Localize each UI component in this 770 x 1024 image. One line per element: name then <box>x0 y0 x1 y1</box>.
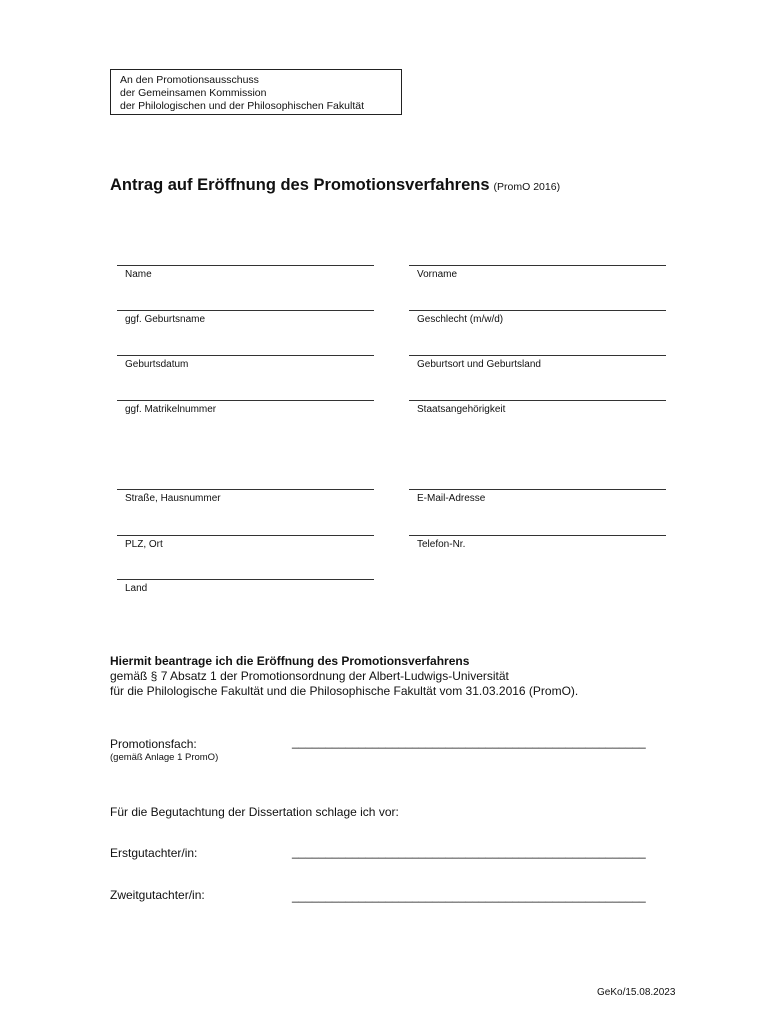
matrikel-field[interactable] <box>117 400 374 415</box>
telefon-label: Telefon-Nr. <box>417 539 466 550</box>
title-sub: (PromO 2016) <box>493 181 561 193</box>
strasse-label: Straße, Hausnummer <box>125 493 221 504</box>
geburtsname-field[interactable] <box>117 310 374 325</box>
geburtsdatum-label: Geburtsdatum <box>125 359 189 370</box>
footer-code: GeKo/15.08.2023 <box>597 987 676 998</box>
promotionsfach-note: (gemäß Anlage 1 PromO) <box>110 752 219 763</box>
geschlecht-field[interactable] <box>409 310 666 325</box>
email-field[interactable] <box>409 489 666 504</box>
request-line-3: für die Philologische Fakultät und die Philosophische Fakultät vom 31.03.2016 (PromO). <box>110 684 579 698</box>
vorname-field[interactable] <box>409 265 666 280</box>
land-field[interactable] <box>117 579 374 594</box>
name-label: Name <box>125 269 152 280</box>
page-title <box>110 176 560 195</box>
matrikel-label: ggf. Matrikelnummer <box>125 404 217 415</box>
geburtsdatum-field[interactable] <box>117 355 374 370</box>
geburtsort-label: Geburtsort und Geburtsland <box>417 359 541 370</box>
erstgutachter-label: Erstgutachter/in: <box>110 846 198 860</box>
request-heading: Hiermit beantrage ich die Eröffnung des Promotionsverfahrens <box>110 654 470 668</box>
begutachtung-intro: Für die Begutachtung der Dissertation schlage ich vor: <box>110 805 399 819</box>
geburtsort-field[interactable] <box>409 355 666 370</box>
staatsangehoerigkeit-field[interactable] <box>409 400 666 415</box>
name-field[interactable] <box>117 265 374 280</box>
staatsangehoerigkeit-label: Staatsangehörigkeit <box>417 404 506 415</box>
plz-field[interactable] <box>117 535 374 550</box>
strasse-field[interactable] <box>117 489 374 504</box>
vorname-label: Vorname <box>417 269 458 280</box>
address-line-3: der Philologischen und der Philosophischen Fakultät <box>120 100 364 112</box>
request-paragraph <box>110 654 578 699</box>
request-line-2: gemäß § 7 Absatz 1 der Promotionsordnung der Albert-Ludwigs-Universität <box>110 669 509 683</box>
email-label: E-Mail-Adresse <box>417 493 486 504</box>
telefon-field[interactable] <box>409 535 666 550</box>
address-box <box>110 69 402 115</box>
erstgutachter-input[interactable]: _____________________________________________________ <box>292 845 646 859</box>
geschlecht-label: Geschlecht (m/w/d) <box>417 314 504 325</box>
promotionsfach-label: Promotionsfach: <box>110 737 197 751</box>
zweitgutachter-input[interactable]: _____________________________________________________ <box>292 889 646 903</box>
address-line-2: der Gemeinsamen Kommission <box>120 87 267 99</box>
land-label: Land <box>125 583 148 594</box>
zweitgutachter-label: Zweitgutachter/in: <box>110 888 205 902</box>
plz-label: PLZ, Ort <box>125 539 163 550</box>
address-line-1: An den Promotionsausschuss <box>120 74 259 86</box>
promotionsfach-input[interactable]: _____________________________________________________ <box>292 735 646 749</box>
geburtsname-label: ggf. Geburtsname <box>125 314 206 325</box>
title-main: Antrag auf Eröffnung des Promotionsverfahrens <box>110 176 490 194</box>
